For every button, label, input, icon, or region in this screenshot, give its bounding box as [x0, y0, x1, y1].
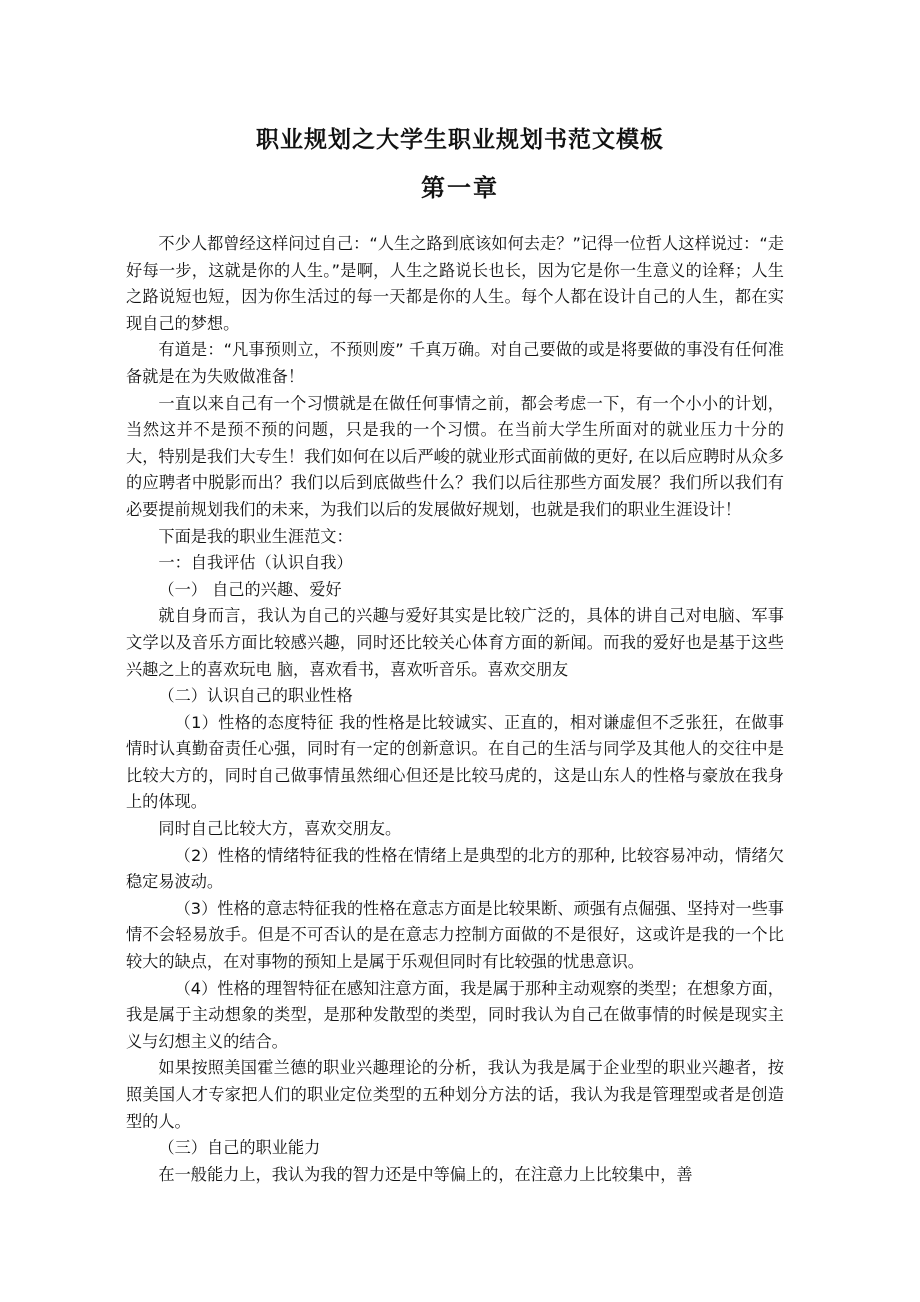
paragraph: 一直以来自己有一个习惯就是在做任何事情之前，都会考虑一下，有一个小小的计划，当然这并不是预不预的问题，只是我的一个习惯。在当前大学生所面对的就业压力十分的大，特别是我们大专生！我们如何在以后严峻的就业形式面前做的更好, 在以后应聘时从众多的应聘者中脱影而出？我们以后到底做些什么？我们以后往那些方面发展？我们所以我们有必要提前规划我们的未来，为我们以后的发展做好规划，也就是我们的职业生涯设计！	[126, 393, 784, 519]
subsection-heading: （三）自己的职业能力	[158, 1138, 321, 1158]
document-body	[126, 231, 784, 1188]
paragraph: 在一般能力上，我认为我的智力还是中等偏上的，在注意力上比较集中，善	[158, 1164, 693, 1184]
chapter-heading: 第一章	[421, 174, 499, 202]
paragraph: （3）性格的意志特征我的性格在意志方面是比较果断、顽强有点倔强、坚持对一些事情不会轻易放手。但是不可否认的是在意志力控制方面做的不是很好，这或许是我的一个比较大的缺点，在对事物的预知上是属于乐观但同时有比较强的忧患意识。	[126, 898, 784, 972]
paragraph: 不少人都曾经这样问过自己：“人生之路到底该如何去走？”记得一位哲人这样说过：“走好每一步，这就是你的人生。”是啊，人生之路说长也长，因为它是你一生意义的诠释；人生之路说短也短，因为你生活过的每一天都是你的人生。每个人都在设计自己的人生，都在实现自己的梦想。	[126, 234, 784, 333]
document-title: 职业规划之大学生职业规划书范文模板	[256, 127, 664, 153]
section-heading: 一：自我评估（认识自我）	[158, 553, 353, 573]
paragraph: （4）性格的理智特征在感知注意方面，我是属于那种主动观察的类型；在想象方面，我是属于主动想象的类型，是那种发散型的类型，同时我认为自己在做事情的时候是现实主义与幻想主义的结合。	[126, 978, 784, 1051]
paragraph: 下面是我的职业生涯范文：	[158, 526, 353, 546]
paragraph: 同时自己比较大方，喜欢交朋友。	[158, 819, 402, 839]
paragraph: （1）性格的态度特征 我的性格是比较诚实、正直的，相对谦虚但不乏张狂，在做事情时认真勤奋责任心强，同时有一定的创新意识。在自己的生活与同学及其他人的交往中是比较大方的，同时自己做事情虽然细心但还是比较马虎的，这是山东人的性格与豪放在我身上的体现。	[126, 712, 784, 812]
paragraph: 如果按照美国霍兰德的职业兴趣理论的分析，我认为我是属于企业型的职业兴趣者，按照美国人才专家把人们的职业定位类型的五种划分方法的话，我认为我是管理型或者是创造型的人。	[126, 1058, 784, 1131]
paragraph: 有道是：“凡事预则立，不预则废” 千真万确。对自己要做的或是将要做的事没有任何准备就是在为失败做准备！	[126, 340, 784, 386]
subsection-heading: （一） 自己的兴趣、爱好	[158, 579, 342, 599]
subsection-heading: （二）认识自己的职业性格	[158, 686, 353, 706]
paragraph: （2）性格的情绪特征我的性格在情绪上是典型的北方的那种, 比较容易冲动，情绪欠稳定易波动。	[126, 845, 784, 892]
paragraph: 就自身而言，我认为自己的兴趣与爱好其实是比较广泛的，具体的讲自己对电脑、军事文学以及音乐方面比较感兴趣，同时还比较关心体育方面的新闻。而我的爱好也是基于这些兴趣之上的喜欢玩电 脑，喜欢看书，喜欢听音乐。喜欢交朋友	[126, 606, 784, 679]
